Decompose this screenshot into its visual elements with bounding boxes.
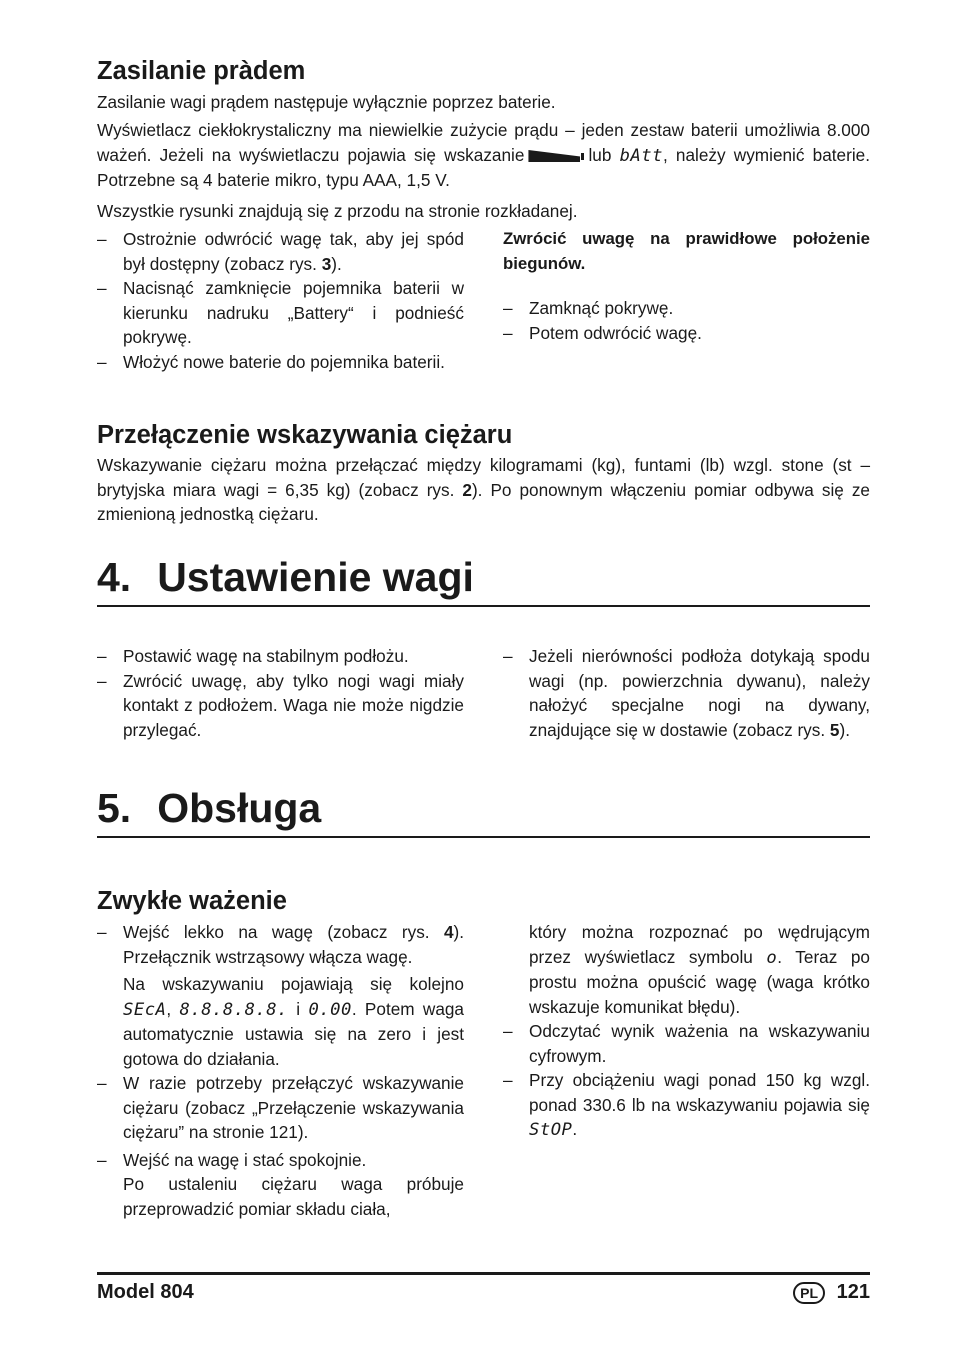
- list-item: – Włożyć nowe baterie do pojemnika baterii.: [97, 351, 445, 372]
- list-item: – Nacisnąć zamknięcie pojemnika baterii w kierunku nadruku „Battery“ i podnieść pokrywę.: [97, 278, 464, 347]
- footer-page-info: [793, 1281, 870, 1304]
- list-item-continued: który można rozpoznać po wędrującym przez wyświetlacz symbolu o. Teraz po prostu można opuścić wagę (waga krótko wskazuje komunikat błędu).: [529, 922, 870, 1017]
- list-item: – Zwrócić uwagę, aby tylko nogi wagi miały kontakt z podłożem. Waga nie może nigdzie przylegać.: [97, 670, 464, 740]
- chapter-4-heading: 4. Ustawienie wagi: [97, 554, 474, 600]
- power-paragraph-3: Wszystkie rysunki znajdują się z przodu na stronie rozkładanej.: [97, 201, 578, 221]
- chapter-4-rule: [97, 605, 870, 607]
- unit-switch-paragraph: Wskazywanie ciężaru można przełączać między kilogramami (kg), funtami (lb) wzgl. stone (st – brytyjska miara wagi = 6,35 kg) (zobacz rys. 2). Po ponownym włączeniu pomiar odbywa się ze zmienioną jednostką ciężaru.: [97, 455, 870, 524]
- polarity-note: Zwrócić uwagę na prawidłowe położenie biegunów.: [503, 229, 870, 273]
- footer-rule: [97, 1272, 870, 1275]
- section-heading-power: Zasilanie pràdem: [97, 57, 306, 85]
- page-number: 121: [836, 1281, 870, 1303]
- chapter-5-rule: [97, 836, 870, 838]
- setup-steps-right: [503, 644, 870, 742]
- language-badge: PL: [793, 1282, 825, 1304]
- list-item: – Wejść na wagę i stać spokojnie. Po ustaleniu ciężaru waga próbuje przeprowadzić pomiar składu ciała,: [97, 1149, 464, 1219]
- list-item: – Zamknąć pokrywę.: [503, 298, 674, 318]
- weighing-steps-right: [503, 920, 870, 1143]
- weighing-steps-left: [97, 920, 464, 1221]
- lcd-batt-symbol: bAtt: [619, 145, 663, 166]
- lcd-test-symbol: 8.8.8.8.8.: [179, 999, 288, 1020]
- chapter-5-heading: 5. Obsługa: [97, 785, 322, 831]
- list-item: – Potem odwrócić wagę.: [503, 322, 702, 343]
- list-item: – Wejść lekko na wagę (zobacz rys. 4). Przełącznik wstrząsowy włącza wagę. Na wskazywaniu pojawiają się kolejno SEcA, 8.8.8.8.8. i 0.00. Potem waga automatycznie ustawia się na zero i jest gotowa do działania.: [97, 922, 464, 1069]
- lcd-walking-symbol: o: [766, 947, 778, 968]
- list-item: – Przy obciążeniu wagi ponad 150 kg wzgl. ponad 330.6 lb na wskazywaniu pojawia się StOP.: [503, 1070, 870, 1140]
- lcd-stop-symbol: StOP: [529, 1120, 573, 1140]
- list-item: – Odczytać wynik ważenia na wskazywaniu cyfrowym.: [503, 1021, 870, 1066]
- power-paragraph-2: Wyświetlacz ciekłokrystaliczny ma niewielkie zużycie prądu – jeden zestaw baterii umożliwia 8.000 ważeń. Jeżeli na wyświetlaczu pojawia się wskazanie lub bAtt, należy wymienić baterie. Potrzebne są 4 baterie mikro, typu AAA, 1,5 V.: [97, 120, 870, 190]
- setup-steps-left: [97, 644, 464, 742]
- list-item: – W razie potrzeby przełączyć wskazywanie ciężaru (zobacz „Przełączenie wskazywania ciężaru” na stronie 121).: [97, 1073, 464, 1142]
- list-item: – Ostrożnie odwrócić wagę tak, aby jej spód był dostępny (zobacz rys. 3).: [97, 229, 464, 274]
- footer-model: Model 804: [97, 1281, 194, 1303]
- lcd-seca-symbol: SEcA: [123, 999, 167, 1020]
- list-item: – Jeżeli nierówności podłoża dotykają spodu wagi (np. powierzchnia dywanu), należy nałożyć specjalne nogi na dywany, znajdujące się w dostawie (zobacz rys. 5).: [503, 646, 870, 740]
- power-steps-right: [503, 227, 870, 345]
- battery-low-icon: [528, 150, 584, 162]
- lcd-zero-symbol: 0.00: [308, 999, 352, 1020]
- list-item: – Postawić wagę na stabilnym podłożu.: [97, 646, 409, 666]
- power-steps-left: [97, 227, 464, 374]
- section-heading-unit-switch: Przełączenie wskazywania ciężaru: [97, 421, 513, 449]
- power-paragraph-1: Zasilanie wagi prądem następuje wyłącznie poprzez baterie.: [97, 92, 556, 112]
- section-heading-weighing: Zwykłe ważenie: [97, 887, 287, 915]
